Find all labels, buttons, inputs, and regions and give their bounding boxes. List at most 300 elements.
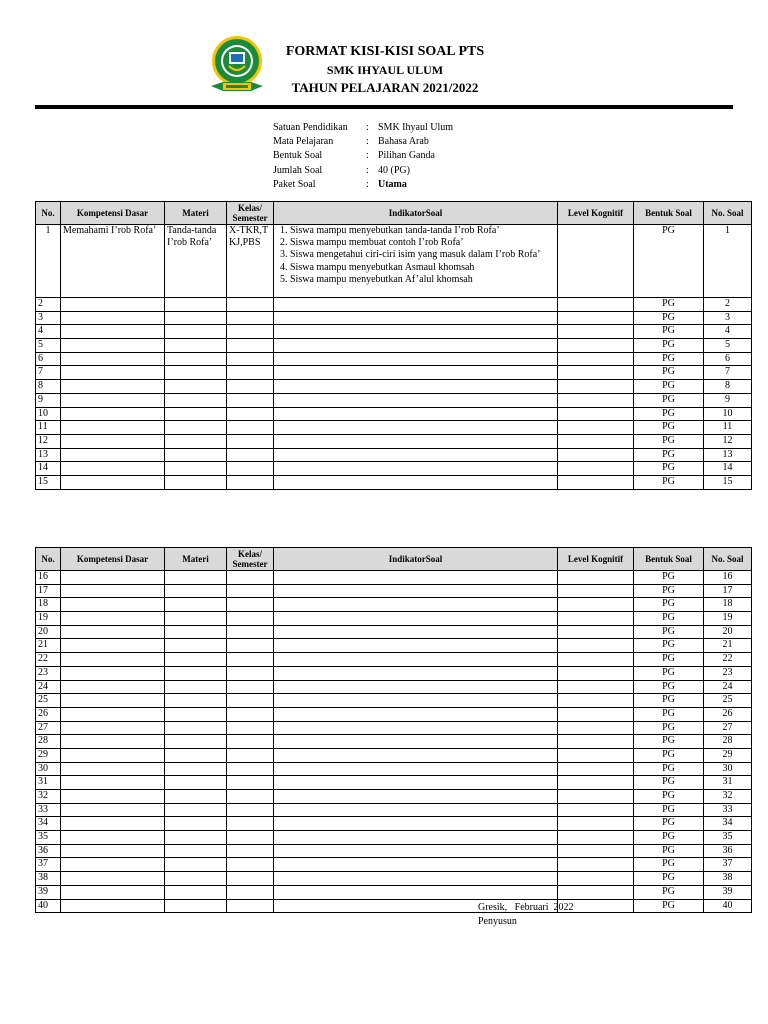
materi-cell: [165, 707, 227, 721]
table-row: [36, 899, 752, 913]
bentuk-cell: PG: [634, 872, 704, 886]
kelas-cell: [227, 393, 274, 407]
school-name: SMK IHYAUL ULUM: [326, 63, 444, 77]
bentuk-cell: PG: [634, 844, 704, 858]
col-header-kd: Kompetensi Dasar: [61, 202, 165, 225]
kelas-cell: [227, 653, 274, 667]
materi-cell: Tanda-tanda I’rob Rofa’: [165, 225, 227, 298]
kisi-table-page-1: [35, 201, 752, 490]
kd-cell: [61, 666, 165, 680]
info-value: Pilihan Ganda: [378, 150, 435, 162]
col-header-nosoal: No. Soal: [704, 548, 752, 571]
table-row: [36, 872, 752, 886]
nosoal-cell: 7: [704, 366, 752, 380]
row-no: 13: [36, 448, 61, 462]
materi-cell: [165, 612, 227, 626]
indikator-cell: [274, 325, 558, 339]
level-cell: [558, 407, 634, 421]
indikator-cell: [274, 393, 558, 407]
level-cell: [558, 872, 634, 886]
level-cell: [558, 707, 634, 721]
bentuk-cell: PG: [634, 653, 704, 667]
bentuk-cell: PG: [634, 707, 704, 721]
col-header-nosoal: No. Soal: [704, 202, 752, 225]
col-header-kelas: Kelas/ Semester: [227, 202, 274, 225]
nosoal-cell: 29: [704, 748, 752, 762]
info-value: Bahasa Arab: [378, 136, 429, 148]
indikator-cell: [274, 666, 558, 680]
kd-cell: [61, 475, 165, 489]
nosoal-cell: 20: [704, 625, 752, 639]
bentuk-cell: PG: [634, 639, 704, 653]
materi-cell: [165, 790, 227, 804]
materi-cell: [165, 598, 227, 612]
level-cell: [558, 776, 634, 790]
bentuk-cell: PG: [634, 366, 704, 380]
indikator-cell: [274, 366, 558, 380]
bentuk-cell: PG: [634, 434, 704, 448]
table-row: [36, 225, 752, 298]
col-header-materi: Materi: [165, 548, 227, 571]
level-cell: [558, 352, 634, 366]
kd-cell: [61, 462, 165, 476]
materi-cell: [165, 803, 227, 817]
nosoal-cell: 1: [704, 225, 752, 298]
kelas-cell: [227, 817, 274, 831]
table-row: [36, 339, 752, 353]
indikator-cell: [274, 311, 558, 325]
materi-cell: [165, 680, 227, 694]
row-no: 37: [36, 858, 61, 872]
bentuk-cell: PG: [634, 885, 704, 899]
table-row: [36, 790, 752, 804]
level-cell: [558, 421, 634, 435]
materi-cell: [165, 298, 227, 312]
info-label: Bentuk Soal: [273, 150, 323, 162]
indikator-cell: [274, 434, 558, 448]
row-no: 28: [36, 735, 61, 749]
table-row: [36, 584, 752, 598]
bentuk-cell: PG: [634, 421, 704, 435]
indikator-cell: [274, 680, 558, 694]
kd-cell: [61, 858, 165, 872]
indikator-cell: [274, 225, 558, 298]
bentuk-cell: PG: [634, 666, 704, 680]
level-cell: [558, 680, 634, 694]
kelas-cell: [227, 721, 274, 735]
row-no: 33: [36, 803, 61, 817]
nosoal-cell: 14: [704, 462, 752, 476]
nosoal-cell: 13: [704, 448, 752, 462]
bentuk-cell: PG: [634, 694, 704, 708]
kd-cell: [61, 380, 165, 394]
materi-cell: [165, 325, 227, 339]
materi-cell: [165, 872, 227, 886]
info-colon: :: [366, 150, 369, 162]
indikator-cell: [274, 625, 558, 639]
table-row: [36, 653, 752, 667]
kelas-cell: [227, 311, 274, 325]
table-row: [36, 325, 752, 339]
indikator-cell: [274, 748, 558, 762]
indikator-cell: [274, 448, 558, 462]
kelas-cell: [227, 462, 274, 476]
table-row: [36, 817, 752, 831]
nosoal-cell: 39: [704, 885, 752, 899]
bentuk-cell: PG: [634, 325, 704, 339]
kd-cell: [61, 448, 165, 462]
nosoal-cell: 19: [704, 612, 752, 626]
academic-year: TAHUN PELAJARAN 2021/2022: [291, 80, 479, 95]
bentuk-cell: PG: [634, 448, 704, 462]
kelas-cell: [227, 339, 274, 353]
indikator-item: 1. Siswa mampu menyebutkan tanda-tanda I’rob Rofa’: [290, 225, 555, 237]
row-no: 18: [36, 598, 61, 612]
table-row: [36, 776, 752, 790]
table-row: [36, 885, 752, 899]
level-cell: [558, 393, 634, 407]
table-row: [36, 311, 752, 325]
kd-cell: [61, 366, 165, 380]
materi-cell: [165, 721, 227, 735]
bentuk-cell: PG: [634, 735, 704, 749]
nosoal-cell: 2: [704, 298, 752, 312]
level-cell: [558, 380, 634, 394]
table-row: [36, 448, 752, 462]
nosoal-cell: 11: [704, 421, 752, 435]
table-row: [36, 625, 752, 639]
nosoal-cell: 26: [704, 707, 752, 721]
row-no: 3: [36, 311, 61, 325]
kelas-cell: [227, 899, 274, 913]
kelas-cell: [227, 366, 274, 380]
indikator-cell: [274, 872, 558, 886]
kd-cell: [61, 584, 165, 598]
kd-cell: [61, 680, 165, 694]
kelas-cell: [227, 885, 274, 899]
nosoal-cell: 8: [704, 380, 752, 394]
row-no: 4: [36, 325, 61, 339]
materi-cell: [165, 735, 227, 749]
level-cell: [558, 748, 634, 762]
row-no: 31: [36, 776, 61, 790]
kd-cell: [61, 872, 165, 886]
row-no: 21: [36, 639, 61, 653]
indikator-cell: [274, 475, 558, 489]
col-header-level: Level Kognitif: [558, 202, 634, 225]
bentuk-cell: PG: [634, 598, 704, 612]
materi-cell: [165, 625, 227, 639]
materi-cell: [165, 434, 227, 448]
bentuk-cell: PG: [634, 680, 704, 694]
kelas-cell: [227, 625, 274, 639]
nosoal-cell: 16: [704, 571, 752, 585]
level-cell: [558, 721, 634, 735]
nosoal-cell: 22: [704, 653, 752, 667]
info-label: Mata Pelajaran: [273, 136, 334, 148]
table-row: [36, 475, 752, 489]
level-cell: [558, 434, 634, 448]
level-cell: [558, 885, 634, 899]
materi-cell: [165, 380, 227, 394]
indikator-cell: [274, 885, 558, 899]
table-row: [36, 858, 752, 872]
level-cell: [558, 817, 634, 831]
nosoal-cell: 4: [704, 325, 752, 339]
indikator-cell: [274, 598, 558, 612]
kelas-cell: [227, 858, 274, 872]
kelas-cell: [227, 831, 274, 845]
kd-cell: [61, 393, 165, 407]
kelas-cell: [227, 598, 274, 612]
materi-cell: [165, 844, 227, 858]
kelas-cell: [227, 748, 274, 762]
materi-cell: [165, 666, 227, 680]
level-cell: [558, 612, 634, 626]
header-divider: [35, 105, 733, 109]
kd-cell: [61, 434, 165, 448]
level-cell: [558, 225, 634, 298]
nosoal-cell: 10: [704, 407, 752, 421]
indikator-cell: [274, 298, 558, 312]
nosoal-cell: 37: [704, 858, 752, 872]
table-row: [36, 735, 752, 749]
table-row: [36, 666, 752, 680]
table-row: [36, 748, 752, 762]
kd-cell: [61, 721, 165, 735]
table-row: [36, 694, 752, 708]
kelas-cell: [227, 571, 274, 585]
indikator-cell: [274, 858, 558, 872]
table-row: [36, 598, 752, 612]
table-row: [36, 762, 752, 776]
kd-cell: [61, 762, 165, 776]
level-cell: [558, 584, 634, 598]
bentuk-cell: PG: [634, 803, 704, 817]
bentuk-cell: PG: [634, 311, 704, 325]
row-no: 12: [36, 434, 61, 448]
nosoal-cell: 28: [704, 735, 752, 749]
row-no: 38: [36, 872, 61, 886]
info-colon: :: [366, 178, 369, 190]
level-cell: [558, 571, 634, 585]
kelas-cell: [227, 407, 274, 421]
col-header-level: Level Kognitif: [558, 548, 634, 571]
row-no: 7: [36, 366, 61, 380]
materi-cell: [165, 899, 227, 913]
level-cell: [558, 462, 634, 476]
indikator-item: 4. Siswa mampu menyebutkan Asmaul khomsah: [290, 262, 555, 274]
info-colon: :: [366, 136, 369, 148]
info-label: Jumlah Soal: [273, 164, 323, 176]
materi-cell: [165, 448, 227, 462]
table-row: [36, 721, 752, 735]
level-cell: [558, 653, 634, 667]
bentuk-cell: PG: [634, 339, 704, 353]
kd-cell: [61, 639, 165, 653]
nosoal-cell: 40: [704, 899, 752, 913]
kelas-cell: [227, 694, 274, 708]
row-no: 22: [36, 653, 61, 667]
nosoal-cell: 38: [704, 872, 752, 886]
nosoal-cell: 35: [704, 831, 752, 845]
table-header-row: [36, 548, 752, 571]
kd-cell: [61, 817, 165, 831]
bentuk-cell: PG: [634, 298, 704, 312]
table-row: [36, 707, 752, 721]
bentuk-cell: PG: [634, 831, 704, 845]
level-cell: [558, 666, 634, 680]
table-row: [36, 612, 752, 626]
info-row: [273, 178, 453, 192]
nosoal-cell: 24: [704, 680, 752, 694]
indikator-cell: [274, 817, 558, 831]
indikator-cell: [274, 639, 558, 653]
kd-cell: [61, 885, 165, 899]
level-cell: [558, 831, 634, 845]
signature-block: [478, 901, 574, 929]
materi-cell: [165, 407, 227, 421]
kelas-cell: [227, 325, 274, 339]
bentuk-cell: PG: [634, 352, 704, 366]
table-row: [36, 639, 752, 653]
row-no: 5: [36, 339, 61, 353]
table-row: [36, 352, 752, 366]
nosoal-cell: 21: [704, 639, 752, 653]
level-cell: [558, 735, 634, 749]
kd-cell: [61, 831, 165, 845]
kelas-cell: [227, 707, 274, 721]
level-cell: [558, 325, 634, 339]
nosoal-cell: 33: [704, 803, 752, 817]
indikator-cell: [274, 407, 558, 421]
indikator-cell: [274, 584, 558, 598]
info-row: [273, 164, 453, 178]
bentuk-cell: PG: [634, 584, 704, 598]
bentuk-cell: PG: [634, 475, 704, 489]
bentuk-cell: PG: [634, 817, 704, 831]
nosoal-cell: 34: [704, 817, 752, 831]
kelas-cell: [227, 844, 274, 858]
kd-cell: [61, 421, 165, 435]
level-cell: [558, 639, 634, 653]
indikator-cell: [274, 776, 558, 790]
row-no: 20: [36, 625, 61, 639]
kelas-cell: [227, 666, 274, 680]
indikator-item: 3. Siswa mengetahui ciri-ciri isim yang masuk dalam I’rob Rofa’: [290, 249, 555, 261]
row-no: 9: [36, 393, 61, 407]
bentuk-cell: PG: [634, 748, 704, 762]
bentuk-cell: PG: [634, 790, 704, 804]
kd-cell: [61, 407, 165, 421]
kd-cell: [61, 571, 165, 585]
indikator-cell: [274, 831, 558, 845]
kd-cell: [61, 311, 165, 325]
col-header-kd: Kompetensi Dasar: [61, 548, 165, 571]
bentuk-cell: PG: [634, 899, 704, 913]
bentuk-cell: PG: [634, 571, 704, 585]
indikator-cell: [274, 707, 558, 721]
materi-cell: [165, 653, 227, 667]
nosoal-cell: 17: [704, 584, 752, 598]
materi-cell: [165, 393, 227, 407]
kisi-table-page-2: [35, 547, 752, 913]
row-no: 29: [36, 748, 61, 762]
kelas-cell: [227, 434, 274, 448]
row-no: 30: [36, 762, 61, 776]
kd-cell: [61, 707, 165, 721]
materi-cell: [165, 475, 227, 489]
kd-cell: Memahami I’rob Rofa’: [61, 225, 165, 298]
indikator-cell: [274, 380, 558, 394]
col-header-no: No.: [36, 548, 61, 571]
kd-cell: [61, 748, 165, 762]
info-value: 40 (PG): [378, 164, 410, 176]
materi-cell: [165, 831, 227, 845]
kelas-cell: [227, 352, 274, 366]
kelas-cell: [227, 776, 274, 790]
table-row: [36, 298, 752, 312]
kd-cell: [61, 298, 165, 312]
indikator-cell: [274, 721, 558, 735]
kelas-cell: [227, 790, 274, 804]
row-no: 8: [36, 380, 61, 394]
nosoal-cell: 12: [704, 434, 752, 448]
col-header-indikator: IndikatorSoal: [274, 202, 558, 225]
bentuk-cell: PG: [634, 776, 704, 790]
kelas-cell: [227, 380, 274, 394]
bentuk-cell: PG: [634, 407, 704, 421]
materi-cell: [165, 748, 227, 762]
nosoal-cell: 27: [704, 721, 752, 735]
indikator-cell: [274, 421, 558, 435]
kd-cell: [61, 339, 165, 353]
kelas-cell: [227, 612, 274, 626]
info-row: [273, 121, 453, 135]
kd-cell: [61, 598, 165, 612]
materi-cell: [165, 762, 227, 776]
level-cell: [558, 311, 634, 325]
materi-cell: [165, 421, 227, 435]
bentuk-cell: PG: [634, 721, 704, 735]
level-cell: [558, 475, 634, 489]
table-header-row: [36, 202, 752, 225]
table-row: [36, 434, 752, 448]
materi-cell: [165, 776, 227, 790]
row-no: 25: [36, 694, 61, 708]
indikator-item: 2. Siswa mampu membuat contoh I’rob Rofa’: [290, 237, 555, 249]
materi-cell: [165, 352, 227, 366]
indikator-cell: [274, 653, 558, 667]
kelas-cell: X-TKR,TKJ,PBS: [227, 225, 274, 298]
nosoal-cell: 15: [704, 475, 752, 489]
materi-cell: [165, 584, 227, 598]
table-row: [36, 421, 752, 435]
level-cell: [558, 298, 634, 312]
row-no: 19: [36, 612, 61, 626]
indikator-cell: [274, 762, 558, 776]
kd-cell: [61, 790, 165, 804]
bentuk-cell: PG: [634, 762, 704, 776]
document-title: FORMAT KISI-KISI SOAL PTS: [285, 44, 485, 59]
bentuk-cell: PG: [634, 625, 704, 639]
col-header-bentuk: Bentuk Soal: [634, 202, 704, 225]
col-header-materi: Materi: [165, 202, 227, 225]
indikator-cell: [274, 339, 558, 353]
col-header-indikator: IndikatorSoal: [274, 548, 558, 571]
materi-cell: [165, 694, 227, 708]
info-row: [273, 149, 453, 163]
